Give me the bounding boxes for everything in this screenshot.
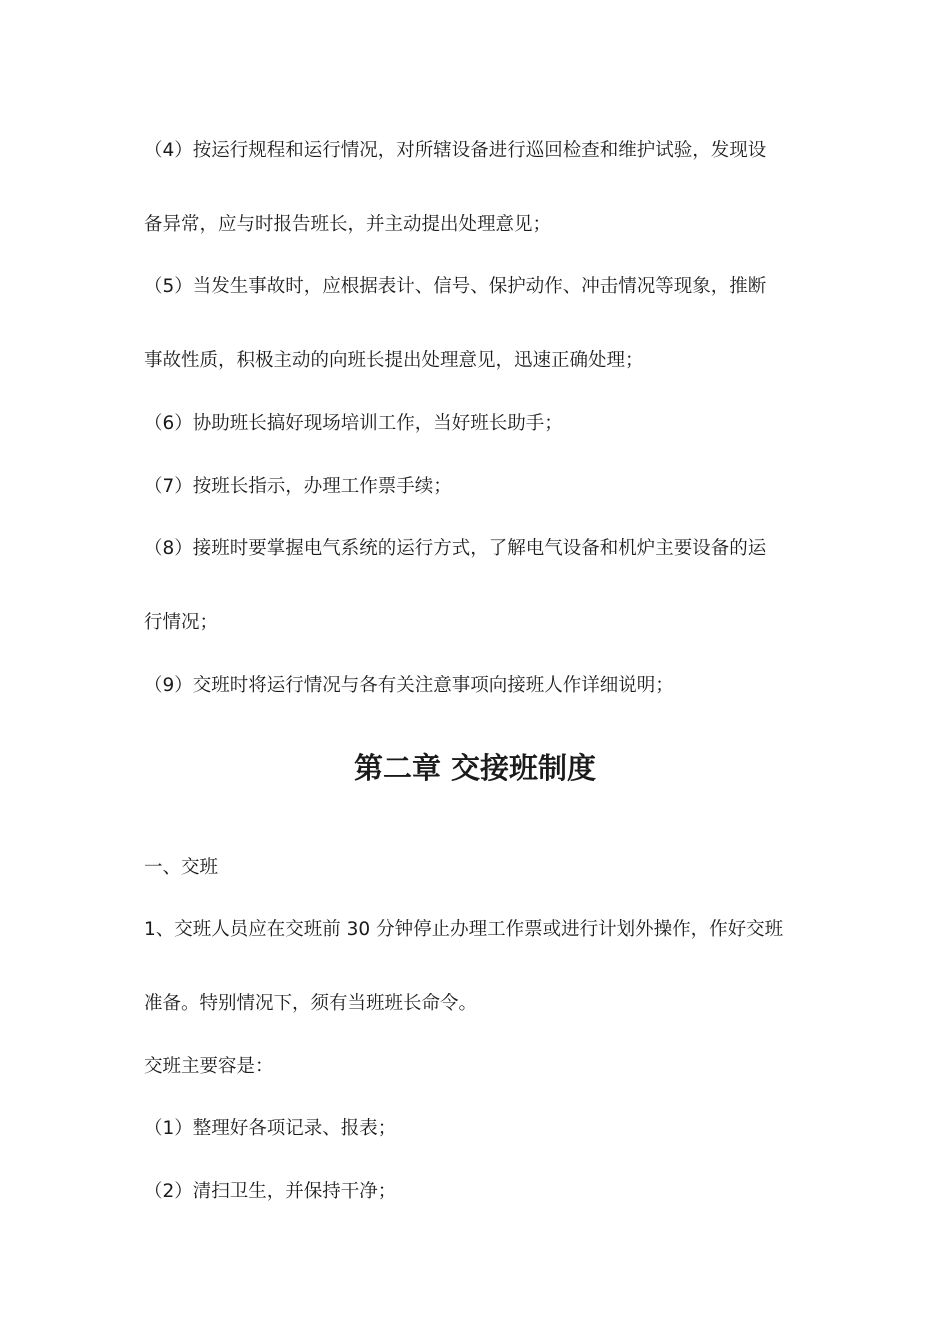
list-item: （1）整理好各项记录、报表； (144, 1118, 397, 1139)
paragraph-line: 事故性质，积极主动的向班长提出处理意见，迅速正确处理； (144, 350, 644, 371)
paragraph-line: 行情况； (144, 612, 219, 633)
paragraph-line: （8）接班时要掌握电气系统的运行方式，了解电气设备和机炉主要设备的运 (144, 538, 767, 559)
paragraph-line: （7）按班长指示，办理工作票手续； (144, 476, 452, 497)
chapter-heading: 第二章 交接班制度 (353, 751, 597, 785)
list-item: （2）清扫卫生，并保持干净； (144, 1181, 397, 1202)
paragraph-line: （5）当发生事故时，应根据表计、信号、保护动作、冲击情况等现象，推断 (144, 276, 767, 297)
paragraph-line: 交班主要容是： (144, 1056, 274, 1077)
paragraph-line: 准备。特别情况下，须有当班班长命令。 (144, 993, 478, 1014)
paragraph-line: （6）协助班长搞好现场培训工作，当好班长助手； (144, 413, 563, 434)
section-title: 一、交班 (144, 857, 219, 878)
paragraph-line: （4）按运行规程和运行情况，对所辖设备进行巡回检查和维护试验，发现设 (144, 140, 767, 161)
paragraph-line: 1、交班人员应在交班前 30 分钟停止办理工作票或进行计划外操作，作好交班 (144, 919, 784, 940)
paragraph-line: （9）交班时将运行情况与各有关注意事项向接班人作详细说明； (144, 675, 674, 696)
paragraph-line: 备异常，应与时报告班长，并主动提出处理意见； (144, 214, 552, 235)
